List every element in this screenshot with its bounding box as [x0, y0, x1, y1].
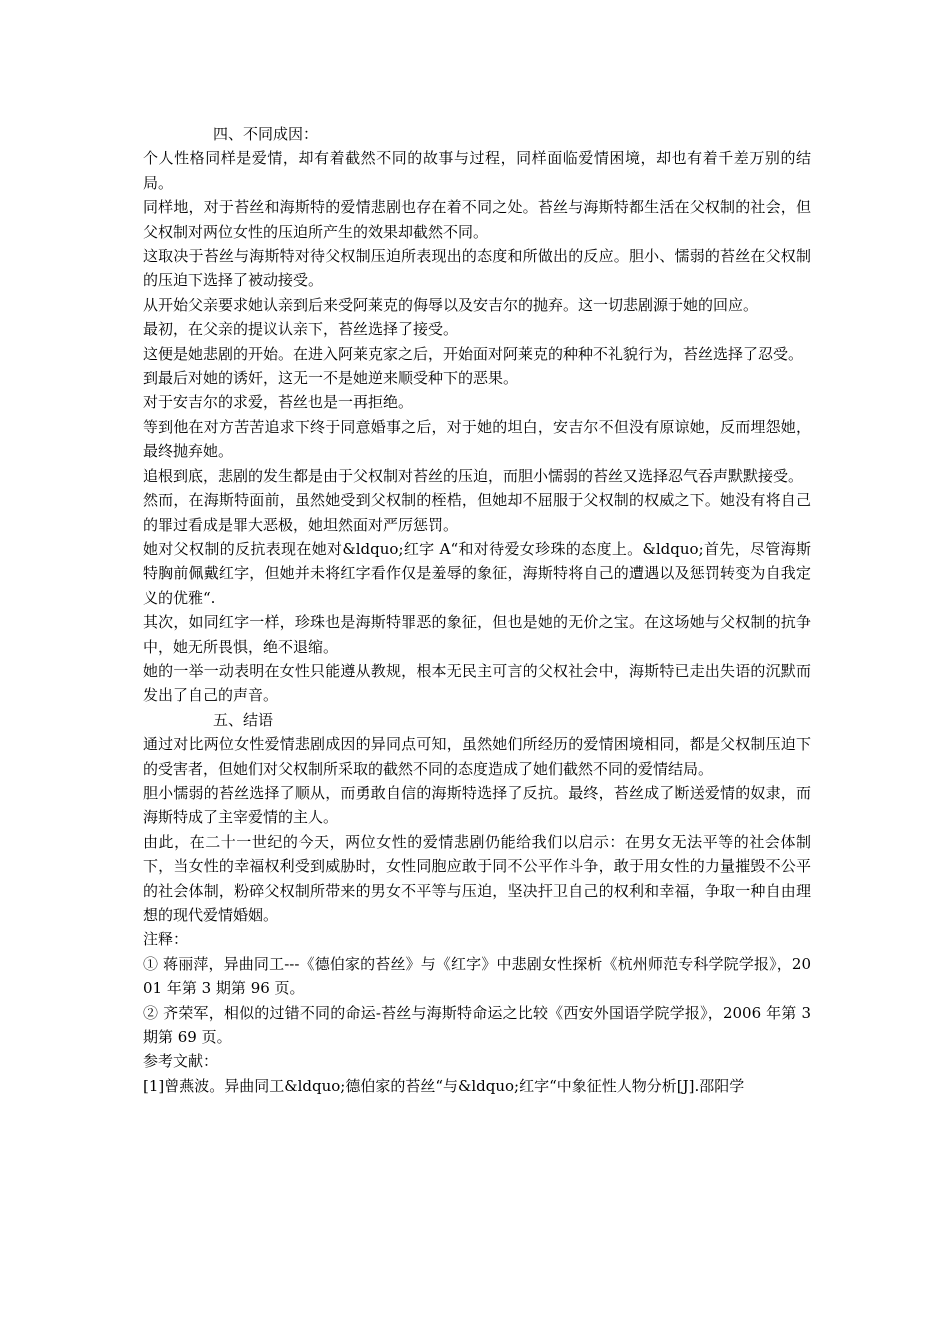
paragraph: 同样地，对于苔丝和海斯特的爱情悲剧也存在着不同之处。苔丝与海斯特都生活在父权制的社会，但父权制对两位女性的压迫所产生的效果却截然不同。 — [143, 198, 811, 241]
paragraph: 到最后对她的诱奸，这无一不是她逆来顺受种下的恶果。 — [143, 369, 519, 388]
paragraph: 对于安吉尔的求爱，苔丝也是一再拒绝。 — [143, 393, 414, 412]
section-heading-conclusion: 五、结语 — [213, 710, 274, 729]
paragraph: 胆小懦弱的苔丝选择了顺从，而勇敢自信的海斯特选择了反抗。最终，苔丝成了断送爱情的奴隶，而海斯特成了主宰爱情的主人。 — [143, 783, 811, 827]
note-item: ① 蒋丽萍，异曲同工---《德伯家的苔丝》与《红字》中悲剧女性探析《杭州师范专科学院学报》，2001 年第 3 期第 96 页。 — [143, 954, 811, 998]
paragraph: 由此，在二十一世纪的今天，两位女性的爱情悲剧仍能给我们以启示：在男女无法平等的社会体制下，当女性的幸福权利受到威胁时，女性同胞应敢于同不公平作斗争，敢于用女性的力量摧毁不公平的社会体制，粉碎父权制所带来的男女不平等与压迫，坚决扞卫自己的权利和幸福，争取一种自由理想的现代爱情婚姻。 — [143, 832, 811, 924]
section-heading-causes: 四、不同成因： — [213, 125, 319, 143]
paragraph: 其次，如同红字一样，珍珠也是海斯特罪恶的象征，但也是她的无价之宝。在这场她与父权制的抗争中，她无所畏惧，绝不退缩。 — [143, 613, 811, 656]
paragraph: 然而，在海斯特面前，虽然她受到父权制的桎梏，但她却不屈服于父权制的权威之下。她没有将自己的罪过看成是罪大恶极，她坦然面对严厉惩罚。 — [143, 491, 811, 534]
note-item: ② 齐荣军，相似的过错不同的命运-苔丝与海斯特命运之比较《西安外国语学院学报》，2006 年第 3 期第 69 页。 — [143, 1003, 811, 1047]
paragraph: 最初，在父亲的提议认亲下，苔丝选择了接受。 — [143, 320, 459, 339]
notes-heading: 注释： — [143, 930, 189, 949]
paragraph: 这便是她悲剧的开始。在进入阿莱克家之后，开始面对阿莱克的种种不礼貌行为，苔丝选择了忍受。 — [143, 344, 804, 363]
references-heading: 参考文献： — [143, 1052, 219, 1071]
paragraph: 个人性格同样是爱情，却有着截然不同的故事与过程，同样面临爱情困境，却也有着千差万别的结局。 — [143, 149, 811, 192]
reference-item: [1]曾燕波。异曲同工&ldquo;德伯家的苔丝“与&ldquo;红字“中象征性人物分析[J].邵阳学 — [143, 1076, 745, 1095]
paragraph: 她对父权制的反抗表现在她对&ldquo;红字 A“和对待爱女珍珠的态度上。&ldquo;首先，尽管海斯特胸前佩戴红字，但她并未将红字看作仅是羞辱的象征，海斯特将自己的遭遇以及惩罚转变为自我定义的优雅“. — [143, 539, 811, 607]
paragraph: 她的一举一动表明在女性只能遵从教规，根本无民主可言的父权社会中，海斯特已走出失语的沉默而发出了自己的声音。 — [143, 661, 811, 705]
paragraph: 追根到底，悲剧的发生都是由于父权制对苔丝的压迫，而胆小懦弱的苔丝又选择忍气吞声默默接受。 — [143, 466, 804, 485]
document-page — [143, 122, 811, 1098]
paragraph: 通过对比两位女性爱情悲剧成因的异同点可知，虽然她们所经历的爱情困境相同，都是父权制压迫下的受害者，但她们对父权制所采取的截然不同的态度造成了她们截然不同的爱情结局。 — [143, 735, 811, 778]
paragraph: 这取决于苔丝与海斯特对待父权制压迫所表现出的态度和所做出的反应。胆小、懦弱的苔丝在父权制的压迫下选择了被动接受。 — [143, 247, 811, 290]
paragraph: 等到他在对方苦苦追求下终于同意婚事之后，对于她的坦白，安吉尔不但没有原谅她，反而埋怨她，最终抛弃她。 — [143, 417, 811, 461]
paragraph: 从开始父亲要求她认亲到后来受阿莱克的侮辱以及安吉尔的抛弃。这一切悲剧源于她的回应。 — [143, 295, 759, 314]
